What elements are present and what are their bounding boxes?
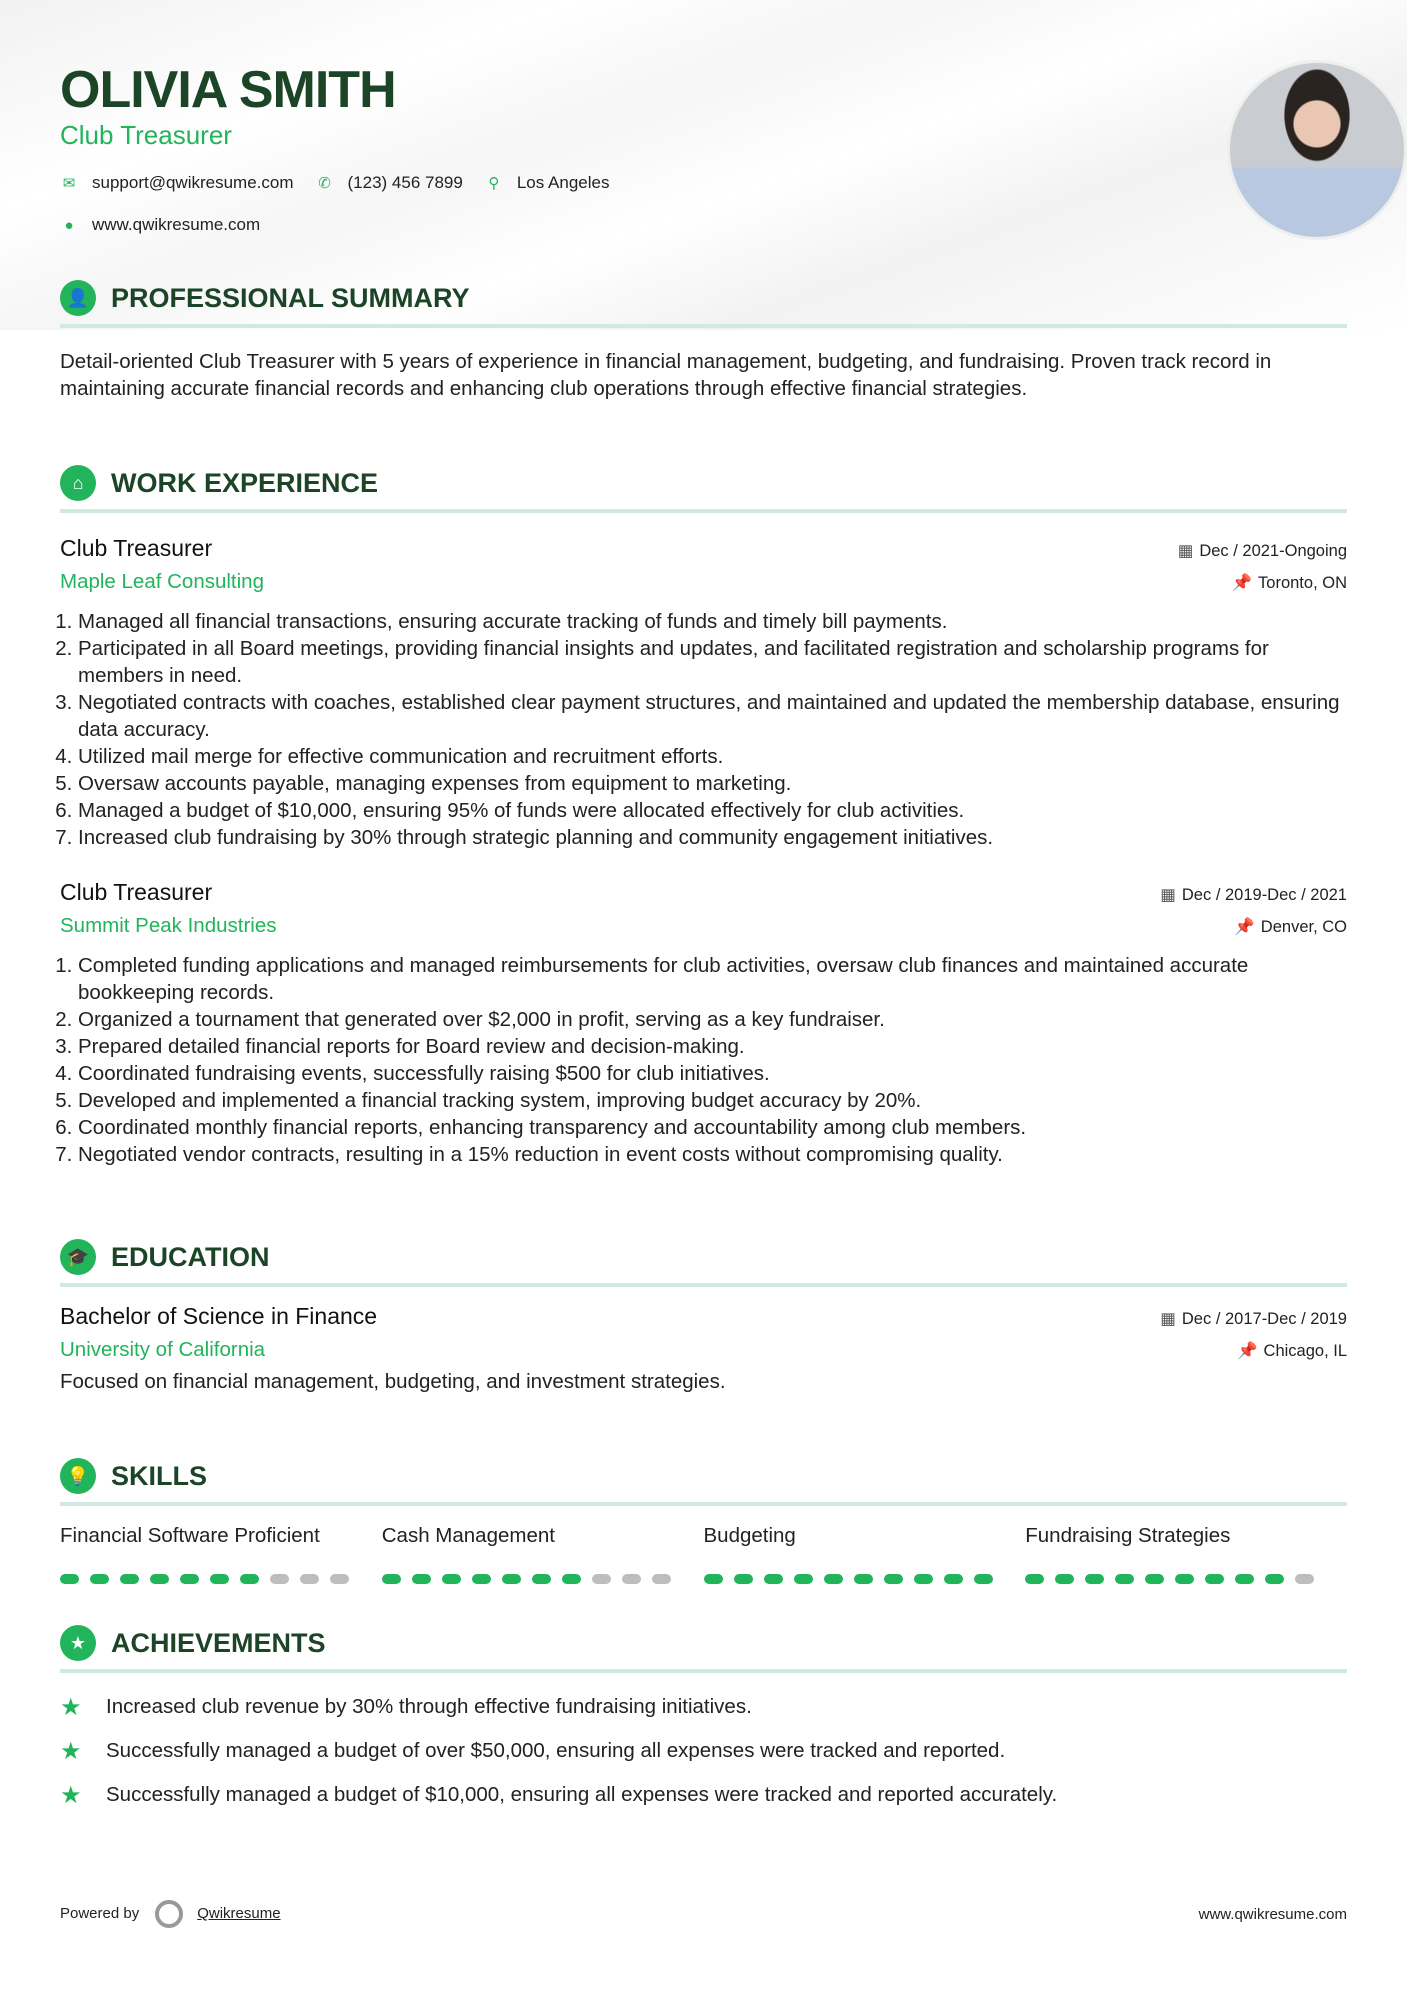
job-bullet: 7. Increased club fundraising by 30% through strategic planning and community engagement initiatives.	[78, 824, 1347, 851]
skill-level-dot	[532, 1574, 551, 1584]
achievement-text: Successfully managed a budget of over $50,000, ensuring all expenses were tracked and reported.	[106, 1739, 1006, 1762]
candidate-title: Club Treasurer	[60, 120, 232, 150]
job-bullet: 6. Managed a budget of $10,000, ensuring 95% of funds were allocated effectively for club activities.	[78, 797, 1347, 824]
skill-rating	[60, 1574, 382, 1584]
skill-level-dot	[944, 1574, 963, 1584]
job-bullet: 5. Developed and implemented a financial tracking system, improving budget accuracy by 20%.	[78, 1087, 1347, 1114]
job-location: Denver, CO	[1260, 918, 1347, 936]
job-bullet: 6. Coordinated monthly financial reports, enhancing transparency and accountability among club members.	[78, 1114, 1347, 1141]
job-bullet: 3. Negotiated contracts with coaches, established clear payment structures, and maintained and updated the membership database, ensuring data accuracy.	[78, 689, 1347, 743]
skill-level-dot	[1175, 1574, 1194, 1584]
job-dates: Dec / 2021-Ongoing	[1199, 542, 1347, 560]
skill-level-dot	[652, 1574, 671, 1584]
skill-level-dot	[150, 1574, 169, 1584]
job-dates: Dec / 2019-Dec / 2021	[1181, 886, 1347, 904]
chair-icon: ⌂	[60, 465, 96, 501]
skill-level-dot	[60, 1574, 79, 1584]
job-bullet: 3. Prepared detailed financial reports for Board review and decision-making.	[78, 1033, 1347, 1060]
skill-item	[60, 1524, 382, 1584]
skill-level-dot	[824, 1574, 843, 1584]
skill-name: Fundraising Strategies	[1025, 1524, 1231, 1547]
website[interactable]: www.qwikresume.com	[92, 215, 261, 234]
location: Los Angeles	[516, 173, 610, 192]
powered-by: Powered by	[60, 1904, 140, 1922]
skill-level-dot	[1295, 1574, 1314, 1584]
skill-level-dot	[502, 1574, 521, 1584]
skill-level-dot	[1145, 1574, 1164, 1584]
skill-level-dot	[914, 1574, 933, 1584]
website-row	[60, 215, 282, 235]
skill-level-dot	[1085, 1574, 1104, 1584]
divider	[60, 1283, 1347, 1287]
skill-level-dot	[90, 1574, 109, 1584]
email[interactable]: support@qwikresume.com	[92, 173, 294, 192]
calendar-icon: ▦	[1160, 1310, 1176, 1328]
job-bullet: 2. Organized a tournament that generated over $2,000 in profit, serving as a key fundraiser.	[78, 1006, 1347, 1033]
achievement-text: Successfully managed a budget of $10,000, ensuring all expenses were tracked and reported accurately.	[106, 1783, 1058, 1806]
pin-icon: 📌	[1236, 1342, 1258, 1360]
job-entry	[60, 879, 1347, 1168]
skill-level-dot	[300, 1574, 319, 1584]
skill-level-dot	[592, 1574, 611, 1584]
job-role: Club Treasurer	[60, 879, 213, 905]
job-bullet: 4. Utilized mail merge for effective communication and recruitment efforts.	[78, 743, 1347, 770]
globe-icon: ●	[64, 216, 74, 234]
pin-icon: 📌	[1234, 918, 1255, 936]
skill-level-dot	[974, 1574, 993, 1584]
skill-level-dot	[854, 1574, 873, 1584]
section-heading: EDUCATION	[111, 1241, 270, 1272]
divider	[60, 1669, 1347, 1673]
skill-level-dot	[412, 1574, 431, 1584]
profile-photo	[1227, 60, 1407, 240]
skills-section	[60, 1456, 1347, 1584]
phone: (123) 456 7899	[347, 173, 463, 192]
skill-level-dot	[764, 1574, 783, 1584]
skill-level-dot	[622, 1574, 641, 1584]
email-icon: ✉	[62, 175, 76, 192]
divider	[60, 509, 1347, 513]
skill-level-dot	[562, 1574, 581, 1584]
school: University of California	[60, 1338, 266, 1361]
phone-icon: ✆	[318, 175, 331, 192]
skill-name: Cash Management	[381, 1524, 555, 1547]
education-section	[60, 1237, 1347, 1395]
star-icon: ★	[60, 1693, 82, 1721]
skill-level-dot	[330, 1574, 349, 1584]
job-bullet: 7. Negotiated vendor contracts, resulting in a 15% reduction in event costs without compromising quality.	[78, 1141, 1347, 1168]
job-bullet: 1. Managed all financial transactions, ensuring accurate tracking of funds and timely bill payments.	[78, 608, 1347, 635]
job-role: Club Treasurer	[60, 535, 213, 561]
star-icon: ★	[60, 1737, 82, 1765]
job-company: Maple Leaf Consulting	[60, 570, 264, 593]
achievement-item	[60, 1729, 1347, 1773]
divider	[60, 1502, 1347, 1506]
brand-link[interactable]: Qwikresume	[197, 1904, 281, 1922]
skill-item	[1025, 1524, 1347, 1584]
contact-row	[60, 173, 631, 193]
achievement-item	[60, 1773, 1347, 1817]
calendar-icon: ▦	[1177, 542, 1194, 560]
job-bullet: 4. Coordinated fundraising events, successfully raising $500 for club initiatives.	[78, 1060, 1347, 1087]
skill-level-dot	[120, 1574, 139, 1584]
qwikresume-logo-icon	[155, 1900, 183, 1928]
job-entry	[60, 535, 1347, 851]
degree: Bachelor of Science in Finance	[60, 1303, 378, 1329]
skill-name: Budgeting	[703, 1524, 796, 1547]
lightbulb-icon: 💡	[60, 1458, 96, 1494]
section-heading: SKILLS	[111, 1460, 208, 1491]
skill-level-dot	[210, 1574, 229, 1584]
job-bullet: 2. Participated in all Board meetings, providing financial insights and updates, and facilitated registration and scholarship programs for members in need.	[78, 635, 1347, 689]
job-bullet: 5. Oversaw accounts payable, managing expenses from equipment to marketing.	[78, 770, 1347, 797]
job-bullets	[78, 608, 1347, 851]
skill-name: Financial Software Proficient	[60, 1524, 320, 1547]
footer	[60, 1900, 1347, 1928]
skill-item	[704, 1524, 1026, 1584]
skill-level-dot	[180, 1574, 199, 1584]
skill-level-dot	[472, 1574, 491, 1584]
skill-rating	[704, 1574, 1026, 1584]
job-location: Toronto, ON	[1258, 574, 1347, 592]
star-badge-icon: ★	[60, 1625, 96, 1661]
summary-section	[60, 278, 1347, 402]
user-icon: 👤	[60, 280, 96, 316]
footer-website[interactable]: www.qwikresume.com	[1198, 1905, 1347, 1923]
candidate-name: OLIVIA SMITH	[60, 61, 396, 119]
education-location: Chicago, IL	[1263, 1342, 1347, 1360]
skill-level-dot	[270, 1574, 289, 1584]
skill-level-dot	[1235, 1574, 1254, 1584]
summary-text: Detail-oriented Club Treasurer with 5 years of experience in financial management, budgeting, and fundraising. Proven track record in maintaining accurate financial records and enhancing club operations through effective financial strategies.	[60, 350, 1272, 400]
skill-level-dot	[240, 1574, 259, 1584]
skill-level-dot	[734, 1574, 753, 1584]
section-heading: WORK EXPERIENCE	[111, 467, 379, 498]
skill-level-dot	[704, 1574, 723, 1584]
skill-rating	[1025, 1574, 1347, 1584]
experience-section	[60, 463, 1347, 1168]
skill-level-dot	[1205, 1574, 1224, 1584]
job-bullets	[78, 952, 1347, 1168]
skill-level-dot	[382, 1574, 401, 1584]
achievement-item	[60, 1685, 1347, 1729]
location-pin-icon: ⚲	[488, 175, 500, 192]
achievement-text: Increased club revenue by 30% through effective fundraising initiatives.	[106, 1695, 752, 1718]
skill-rating	[382, 1574, 704, 1584]
calendar-icon: ▦	[1160, 886, 1176, 904]
skill-level-dot	[1025, 1574, 1044, 1584]
skill-level-dot	[1055, 1574, 1074, 1584]
skill-level-dot	[794, 1574, 813, 1584]
graduate-icon: 🎓	[60, 1239, 96, 1275]
section-heading: ACHIEVEMENTS	[111, 1627, 326, 1658]
section-heading: PROFESSIONAL SUMMARY	[111, 282, 470, 313]
job-bullet: 1. Completed funding applications and managed reimbursements for club activities, oversaw club finances and maintained accurate bookkeeping records.	[78, 952, 1347, 1006]
education-dates: Dec / 2017-Dec / 2019	[1181, 1310, 1347, 1328]
star-icon: ★	[60, 1781, 82, 1809]
divider	[60, 324, 1347, 328]
pin-icon: 📌	[1231, 574, 1253, 592]
skill-level-dot	[1115, 1574, 1134, 1584]
job-company: Summit Peak Industries	[60, 914, 277, 937]
education-description: Focused on financial management, budgeting, and investment strategies.	[60, 1370, 726, 1393]
achievements-section	[60, 1623, 1347, 1817]
skill-level-dot	[1265, 1574, 1284, 1584]
skill-level-dot	[442, 1574, 461, 1584]
skill-level-dot	[884, 1574, 903, 1584]
skill-item	[382, 1524, 704, 1584]
